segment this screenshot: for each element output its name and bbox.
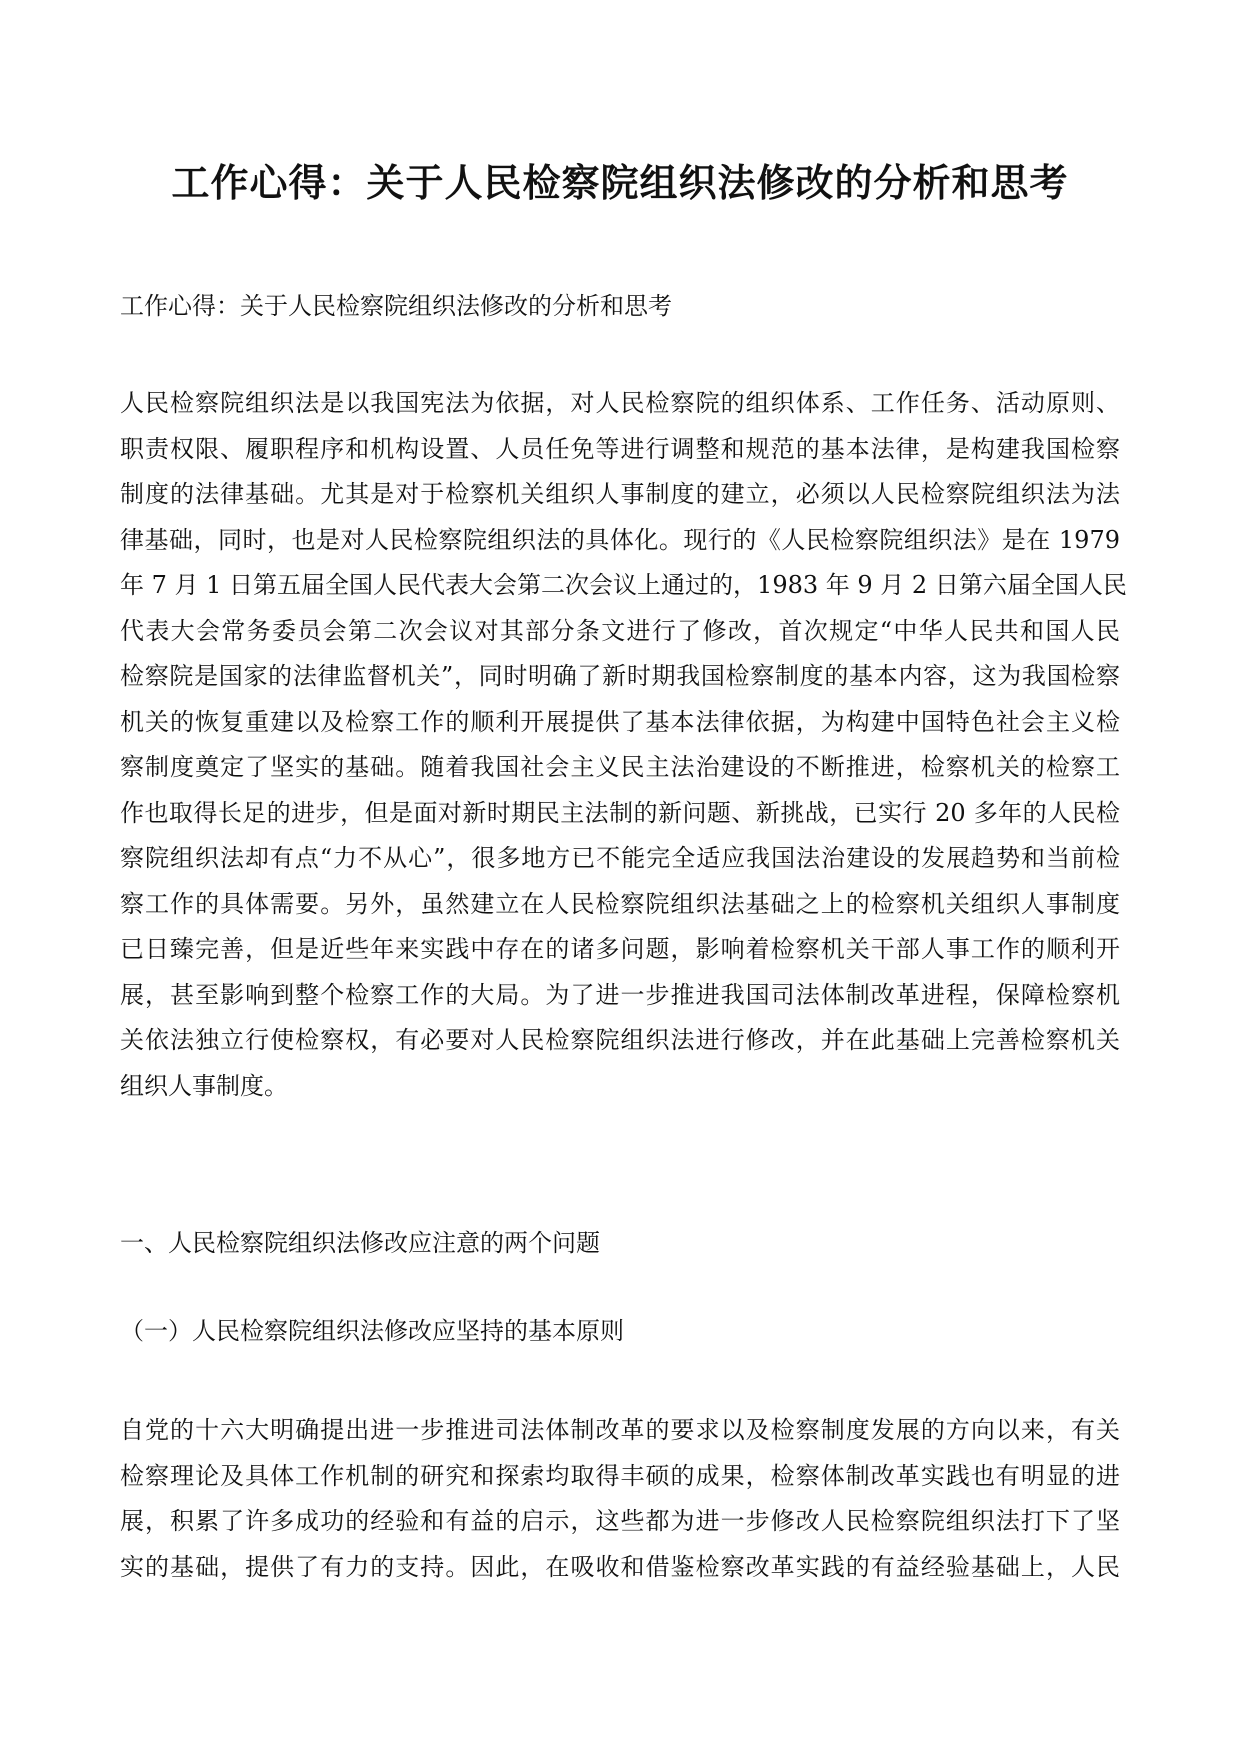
paragraph-line: 检察院是国家的法律监督机关”，同时明确了新时期我国检察制度的基本内容，这为我国检察 [120, 662, 1120, 690]
paragraph-line: 自党的十六大明确提出进一步推进司法体制改革的要求以及检察制度发展的方向以来，有关 [120, 1416, 1120, 1444]
paragraph-line: 察工作的具体需要。另外，虽然建立在人民检察院组织法基础之上的检察机关组织人事制度 [120, 889, 1120, 918]
paragraph-line: 展，甚至影响到整个检察工作的大局。为了进一步推进我国司法体制改革进程，保障检察机 [120, 980, 1120, 1009]
paragraph-line: 年 7 月 1 日第五届全国人民代表大会第二次会议上通过的，1983 年 9 月 2 日第六届全国人民 [120, 571, 1127, 599]
paragraph-line: 人民检察院组织法是以我国宪法为依据，对人民检察院的组织体系、工作任务、活动原则、 [120, 389, 1120, 417]
paragraph-line: 实的基础，提供了有力的支持。因此，在吸收和借鉴检察改革实践的有益经验基础上，人民 [120, 1552, 1120, 1581]
paragraph-line: 已日臻完善，但是近些年来实践中存在的诸多问题，影响着检察机关干部人事工作的顺利开 [120, 935, 1120, 963]
section-heading: 一、人民检察院组织法修改应注意的两个问题 [120, 1229, 600, 1257]
subsection-heading: （一）人民检察院组织法修改应坚持的基本原则 [120, 1317, 624, 1345]
paragraph-line: 组织人事制度。 [120, 1071, 288, 1100]
paragraph-line: 职责权限、履职程序和机构设置、人员任免等进行调整和规范的基本法律，是构建我国检察 [120, 434, 1120, 463]
document-title: 工作心得：关于人民检察院组织法修改的分析和思考 [171, 160, 1069, 205]
document-subtitle: 工作心得：关于人民检察院组织法修改的分析和思考 [120, 292, 672, 320]
paragraph-line: 代表大会常务委员会第二次会议对其部分条文进行了修改，首次规定“中华人民共和国人民 [120, 616, 1120, 645]
paragraph-line: 律基础，同时，也是对人民检察院组织法的具体化。现行的《人民检察院组织法》是在 1979 [120, 525, 1120, 554]
paragraph-line: 检察理论及具体工作机制的研究和探索均取得丰硕的成果，检察体制改革实践也有明显的进 [120, 1461, 1120, 1490]
paragraph-line: 察院组织法却有点“力不从心”，很多地方已不能完全适应我国法治建设的发展趋势和当前检 [120, 844, 1120, 872]
paragraph-line: 制度的法律基础。尤其是对于检察机关组织人事制度的建立，必须以人民检察院组织法为法 [120, 480, 1120, 508]
paragraph-line: 察制度奠定了坚实的基础。随着我国社会主义民主法治建设的不断推进，检察机关的检察工 [120, 753, 1120, 781]
paragraph-line: 机关的恢复重建以及检察工作的顺利开展提供了基本法律依据，为构建中国特色社会主义检 [120, 707, 1120, 736]
paragraph-principles [120, 1408, 1120, 1590]
paragraph-line: 关依法独立行使检察权，有必要对人民检察院组织法进行修改，并在此基础上完善检察机关 [120, 1026, 1120, 1054]
paragraph-line: 作也取得长足的进步，但是面对新时期民主法制的新问题、新挑战，已实行 20 多年的人民检 [120, 798, 1120, 827]
paragraph-line: 展，积累了许多成功的经验和有益的启示，这些都为进一步修改人民检察院组织法打下了坚 [120, 1507, 1120, 1535]
paragraph-intro [120, 381, 1127, 1109]
